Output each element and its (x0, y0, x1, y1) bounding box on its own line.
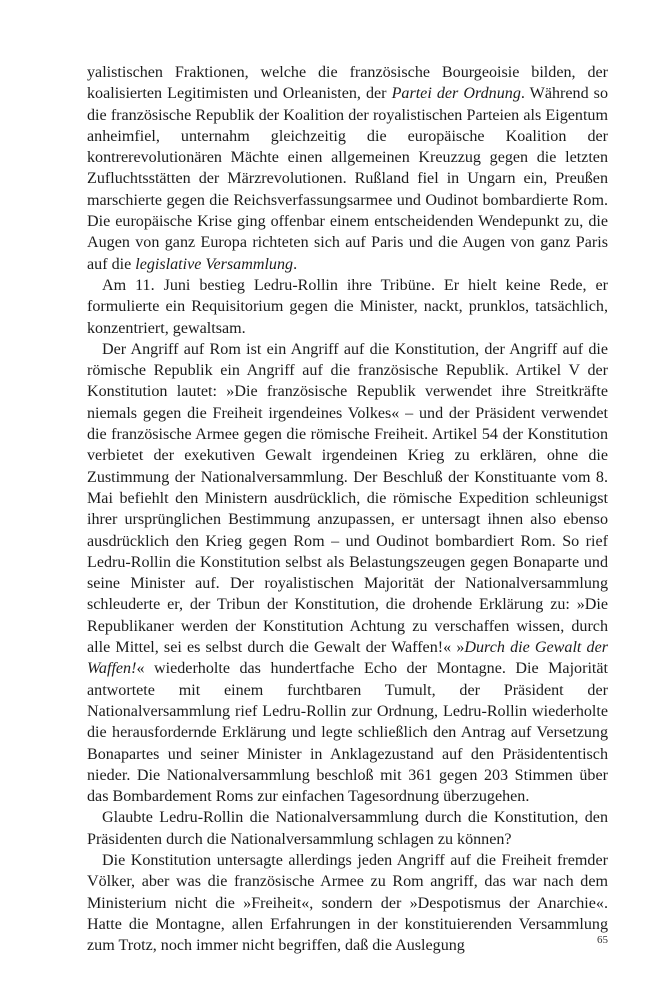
paragraph-5 (87, 850, 608, 956)
p2-seg-1: Am 11. Juni bestieg Ledru-Rollin ihre Tribüne. Er hielt keine Rede, er formulierte ein Requisitorium gegen die Minister, nackt, prunklos, tatsächlich, konzentriert, gewaltsam. (87, 276, 608, 337)
p4-seg-1: Glaubte Ledru-Rollin die Nationalversammlung durch die Konstitution, den Präsidenten durch die Nationalversammlung schlagen zu können? (87, 809, 608, 848)
p1-seg-5: . (293, 255, 298, 273)
p1-seg-2-emphasis: Partei der Ordnung (391, 85, 521, 103)
p1-seg-1: yalistischen Fraktionen, welche die französische Bourgeoisie bilden, der koalisierten Legitimisten und Orleanisten, der (87, 64, 608, 103)
p3-seg-3: « wiederholte das hundertfache Echo der Montagne. Die Majorität antwortete mit einem furchtbaren Tumult, der Präsident der Nationalversammlung rief Ledru-Rollin zur Ordnung, Ledru-Rollin wiederholte die herausfordernde Erklärung und legte schließlich den Antrag auf Versetzung Bonapartes und seiner Minister in Anklagezustand auf den Präsidententisch nieder. Die Nationalversammlung beschloß mit 361 gegen 203 Stimmen über das Bombardement Roms zur einfachen Tagesordnung überzugehen. (87, 660, 608, 806)
paragraph-1 (87, 62, 608, 275)
page-body (87, 62, 608, 956)
paragraph-3 (87, 339, 608, 808)
p3-seg-1: Der Angriff auf Rom ist ein Angriff auf die Konstitution, der Angriff auf die römische Republik ein Angriff auf die französische Republik. Artikel V der Konstitution lautet: »Die französische Republik verwendet ihre Streitkräfte niemals gegen die Freiheit irgendeines Volkes« – und der Präsident verwendet die französische Armee gegen die römische Freiheit. Artikel 54 der Konstitution verbietet der exekutiven Gewalt irgendeinen Krieg zu erklären, ohne die Zustimmung der Nationalversammlung. Der Beschluß der Konstituante vom 8. Mai befiehlt den Ministern ausdrücklich, die römische Expedition schleunigst ihrer ursprünglichen Bestimmung anzupassen, er untersagt ihnen also ebenso ausdrücklich den Krieg gegen Rom – und Oudinot bombardiert Rom. So rief Ledru-Rollin die Konstitution selbst als Belastungszeugen gegen Bonaparte und seine Minister auf. Der royalistischen Majorität der Nationalversammlung schleuderte er, der Tribun der Konstitution, die drohende Erklärung zu: »Die Republikaner werden der Konstitution Achtung zu verschaffen wissen, durch alle Mittel, sei es selbst durch die Gewalt der Waffen!« » (87, 340, 608, 657)
p1-seg-3: . Während so die französische Republik der Koalition der royalistischen Parteien als Eigentum anheimfiel, unternahm gleichzeitig die europäische Koalition der kontrerevolutionären Mächte einen allgemeinen Kreuzzug gegen die letzten Zufluchtsstätten der Märzrevolutionen. Rußland fiel in Ungarn ein, Preußen marschierte gegen die Reichsverfassungsarmee und Oudinot bombardierte Rom. Die europäische Krise ging offenbar einem entscheidenden Wendepunkt zu, die Augen von ganz Europa richteten sich auf Paris und die Augen von ganz Paris auf die (87, 85, 608, 273)
p5-seg-1: Die Konstitution untersagte allerdings jeden Angriff auf die Freiheit fremder Völker, aber was die französische Armee zu Rom angriff, das war nach dem Ministerium nicht die »Freiheit«, sondern der »Despotismus der Anarchie«. Hatte die Montagne, allen Erfahrungen in der konstituierenden Versammlung zum Trotz, noch immer nicht begriffen, daß die Auslegung (87, 851, 608, 955)
paragraph-2 (87, 275, 608, 339)
p1-seg-4-emphasis: legislative Versammlung (135, 255, 294, 273)
p3-seg-2-emphasis: Durch die Gewalt der Waffen! (87, 639, 609, 678)
page-number: 65 (597, 934, 608, 946)
paragraph-4 (87, 807, 608, 850)
